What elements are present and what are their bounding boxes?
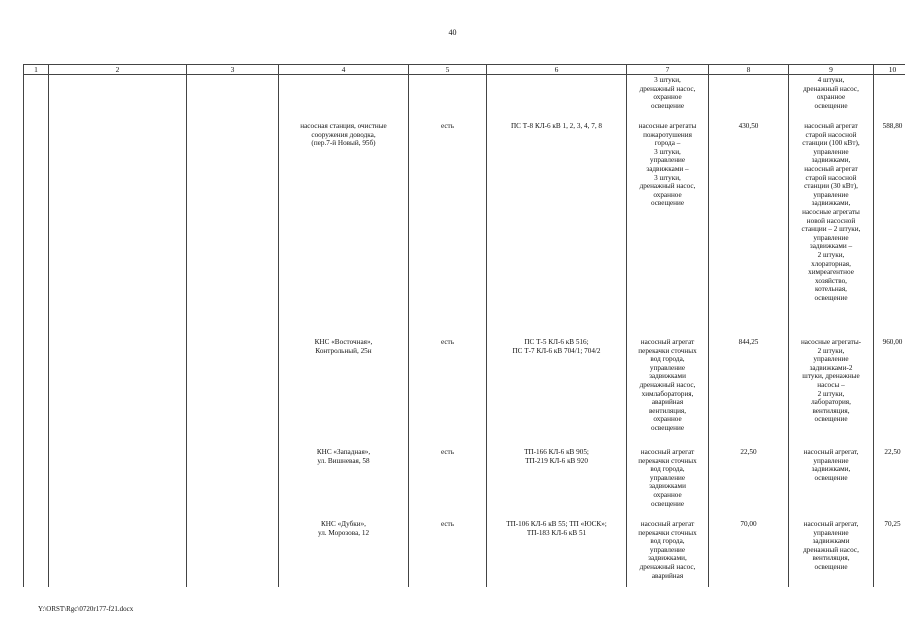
cell-text: есть [441, 448, 454, 456]
cell-text: 844,25 [738, 338, 759, 346]
cell-text: насосный агрегат, управление задвижками, освещение [803, 448, 859, 482]
cell-text: 960,00 [882, 338, 903, 346]
cell-text: насосная станция, очистные сооружения доводка, (пер.7-й Новый, 95б) [300, 122, 387, 148]
cell-text: 588,80 [882, 122, 903, 130]
cell-equipment [789, 75, 874, 122]
cell-equipment [789, 337, 874, 447]
cell-text: насосные агрегаты- 2 штуки, управление задвижками-2 штуки, дренажные насосы – 2 штуки, лаборатория, вентиляция, освещение [800, 338, 862, 424]
cell-text: ПС Т-8 КЛ-6 кВ 1, 2, 3, 4, 7, 8 [510, 122, 603, 130]
cell-power-total [874, 519, 905, 587]
cell-equipment [789, 519, 874, 587]
column-header: 8 [709, 65, 789, 75]
data-table [23, 64, 905, 587]
cell-object [279, 447, 409, 519]
cell-power-total [874, 447, 905, 519]
cell-power-total [874, 121, 905, 337]
column-header: 7 [627, 65, 709, 75]
cell-text: насосный агрегат перекачки сточных вод города, управление задвижками, дренажный насос, аварийная [638, 520, 697, 580]
cell-object [279, 337, 409, 447]
cell-text: 70,25 [884, 520, 901, 528]
column-header: 4 [279, 65, 409, 75]
cell-text: ТП-106 КЛ-6 кВ 55; ТП «ЮСК»; ТП-183 КЛ-6 кВ 51 [506, 520, 607, 537]
cell-text: насосный агрегат, управление задвижками дренажный насос, вентиляция, освещение [803, 520, 859, 571]
cell-text: есть [441, 122, 454, 130]
cell-consumers [627, 447, 709, 519]
cell-text: КНС «Дубки», ул. Морозова, 12 [317, 520, 370, 537]
cell-supply [487, 121, 627, 337]
cell-text: 430,50 [738, 122, 759, 130]
cell-text: насосный агрегат перекачки сточных вод города, управление задвижками охранное освещение [638, 448, 697, 508]
cell-status [409, 337, 487, 447]
cell-text: 3 штуки, дренажный насос, охранное освещение [639, 76, 696, 110]
cell-text: 4 штуки, дренажный насос, охранное освещение [803, 76, 859, 110]
cell-text: ПС Т-5 КЛ-6 кВ 516; ПС Т-7 КЛ-6 кВ 704/1; 704/2 [512, 338, 601, 355]
cell-text: насосные агрегаты пожаротушения города – 3 штуки, управление задвижками – 3 штуки, дренажный насос, охранное освещение [638, 122, 697, 208]
table-row-continuation [24, 75, 905, 122]
cell-consumers [627, 519, 709, 587]
cell-object [279, 121, 409, 337]
cell-equipment [789, 447, 874, 519]
column-header: 5 [409, 65, 487, 75]
cell-text: насосный агрегат старой насосной станции (100 кВт), управление задвижками, насосный агрегат старой насосной станции (30 кВт), управление задвижками, насосные агрегаты новой насосной станции – 2 штуки, управление задвижками – 2 штуки, хлораторная, химреагентное хозяйство, котельная, освещение [801, 122, 861, 302]
cell-text: 22,50 [740, 448, 757, 456]
column-header: 3 [187, 65, 279, 75]
cell-power [709, 519, 789, 587]
cell-status [409, 121, 487, 337]
cell-consumers [627, 337, 709, 447]
cell-text: есть [441, 338, 454, 346]
column-header: 6 [487, 65, 627, 75]
cell-consumers [627, 75, 709, 122]
column-header: 9 [789, 65, 874, 75]
column-header: 2 [49, 65, 187, 75]
table-row [24, 121, 905, 337]
table-row [24, 519, 905, 587]
cell-supply [487, 447, 627, 519]
cell-text: 22,50 [884, 448, 901, 456]
cell-supply [487, 337, 627, 447]
cell-text: КНС «Западная», ул. Вишневая, 58 [316, 448, 371, 465]
file-path-footer: Y:\ORST\Rgc\0720r177-f21.docx [38, 605, 134, 613]
cell-text: есть [441, 520, 454, 528]
cell-supply [487, 519, 627, 587]
cell-text: КНС «Восточная», Контрольный, 25н [314, 338, 373, 355]
cell-status [409, 447, 487, 519]
cell-consumers [627, 121, 709, 337]
column-number-row [24, 65, 905, 75]
cell-power [709, 447, 789, 519]
cell-power [709, 337, 789, 447]
table-row [24, 337, 905, 447]
cell-status [409, 519, 487, 587]
column-header: 1 [24, 65, 49, 75]
cell-power-total [874, 337, 905, 447]
page-number: 40 [448, 28, 457, 37]
table-row [24, 447, 905, 519]
cell-text: ТП-166 КЛ-6 кВ 905; ТП-219 КЛ-6 кВ 920 [524, 448, 589, 465]
cell-power [709, 121, 789, 337]
cell-text: 70,00 [740, 520, 757, 528]
cell-object [279, 519, 409, 587]
cell-equipment [789, 121, 874, 337]
cell-text: насосный агрегат перекачки сточных вод города, управление задвижками дренажный насос, химлаборатория, аварийная вентиляция, охранное освещение [638, 338, 697, 432]
column-header: 10 [874, 65, 905, 75]
